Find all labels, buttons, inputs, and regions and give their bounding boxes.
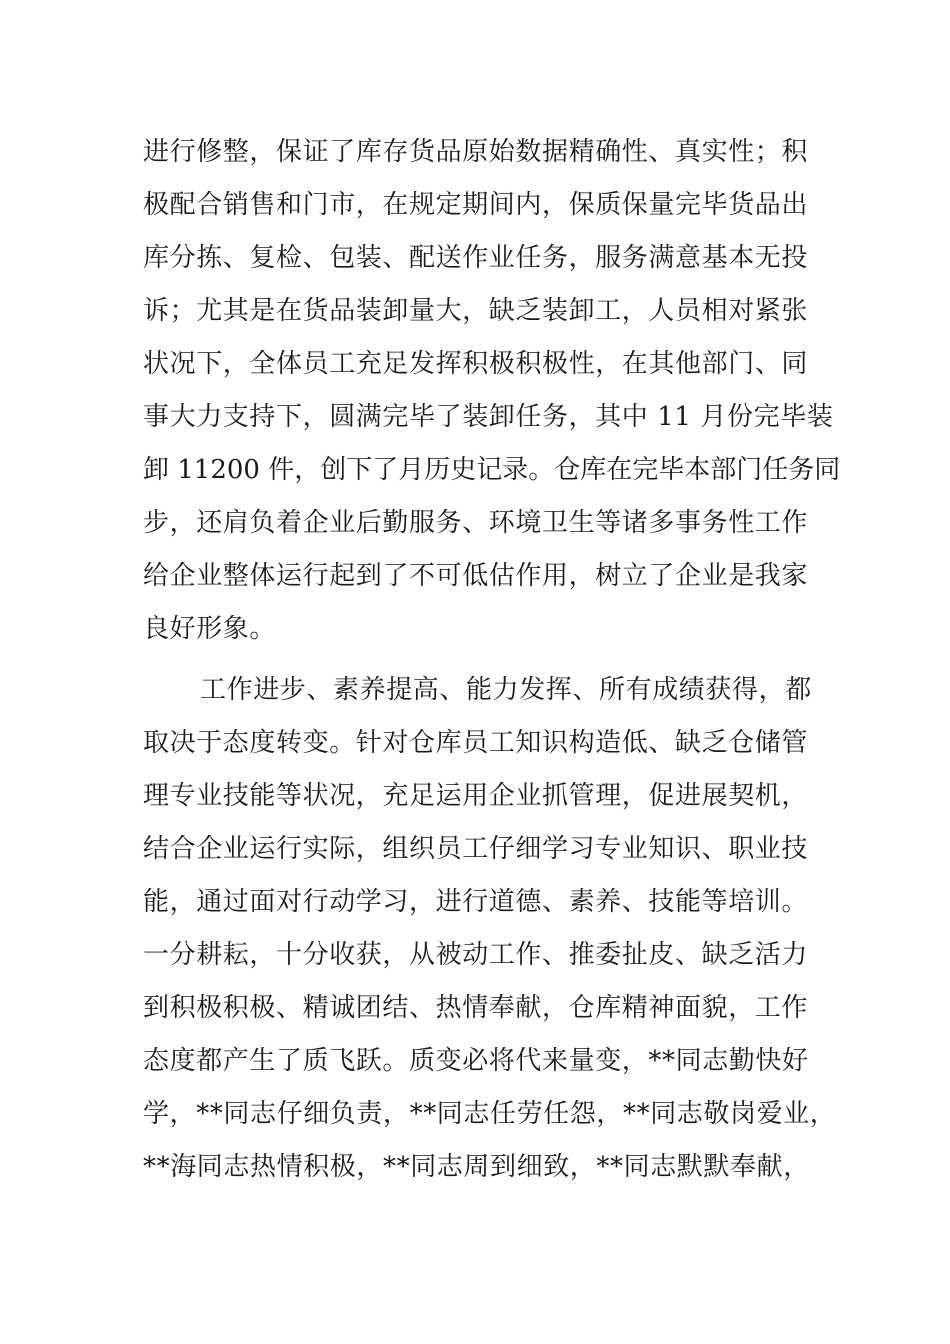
text-line: 学，**同志仔细负责，**同志任劳任怨，**同志敬岗爱业， (143, 1099, 837, 1129)
text-line: 步，还肩负着企业后勤服务、环境卫生等诸多事务性工作 (143, 508, 809, 538)
text-line: 能，通过面对行动学习，进行道德、素养、技能等培训。 (143, 887, 809, 917)
text-line: 事大力支持下，圆满完毕了装卸任务，其中 11 月份完毕装 (143, 402, 834, 432)
text-line: 诉；尤其是在货品装卸量大，缺乏装卸工，人员相对紧张 (143, 296, 809, 326)
text-line: 态度都产生了质飞跃。质变必将代来量变，**同志勤快好 (143, 1046, 809, 1076)
text-line: 理专业技能等状况，充足运用企业抓管理，促进展契机， (143, 781, 809, 811)
text-line: 结合企业运行实际，组织员工仔细学习专业知识、职业技 (143, 834, 809, 864)
text-line: 良好形象。 (143, 614, 277, 644)
text-line: 极配合销售和门市，在规定期间内，保质保量完毕货品出 (143, 190, 809, 220)
paragraph-start-line: 工作进步、素养提高、能力发挥、所有成绩获得，都 (200, 675, 812, 705)
text-line: 给企业整体运行起到了不可低估作用，树立了企业是我家 (143, 561, 809, 591)
text-line: 库分拣、复检、包装、配送作业任务，服务满意基本无投 (143, 243, 809, 273)
text-line: 卸 11200 件，创下了月历史记录。仓库在完毕本部门任务同 (143, 455, 841, 485)
text-line: 到积极积极、精诚团结、热情奉献，仓库精神面貌，工作 (143, 993, 809, 1023)
text-line: 取决于态度转变。针对仓库员工知识构造低、缺乏仓储管 (143, 728, 809, 758)
text-line: 进行修整，保证了库存货品原始数据精确性、真实性；积 (143, 137, 809, 167)
text-line: **海同志热情积极，**同志周到细致，**同志默默奉献， (143, 1152, 810, 1182)
text-line: 状况下，全体员工充足发挥积极积极性，在其他部门、同 (143, 349, 809, 379)
text-line: 一分耕耘，十分收获，从被动工作、推委扯皮、缺乏活力 (143, 940, 809, 970)
